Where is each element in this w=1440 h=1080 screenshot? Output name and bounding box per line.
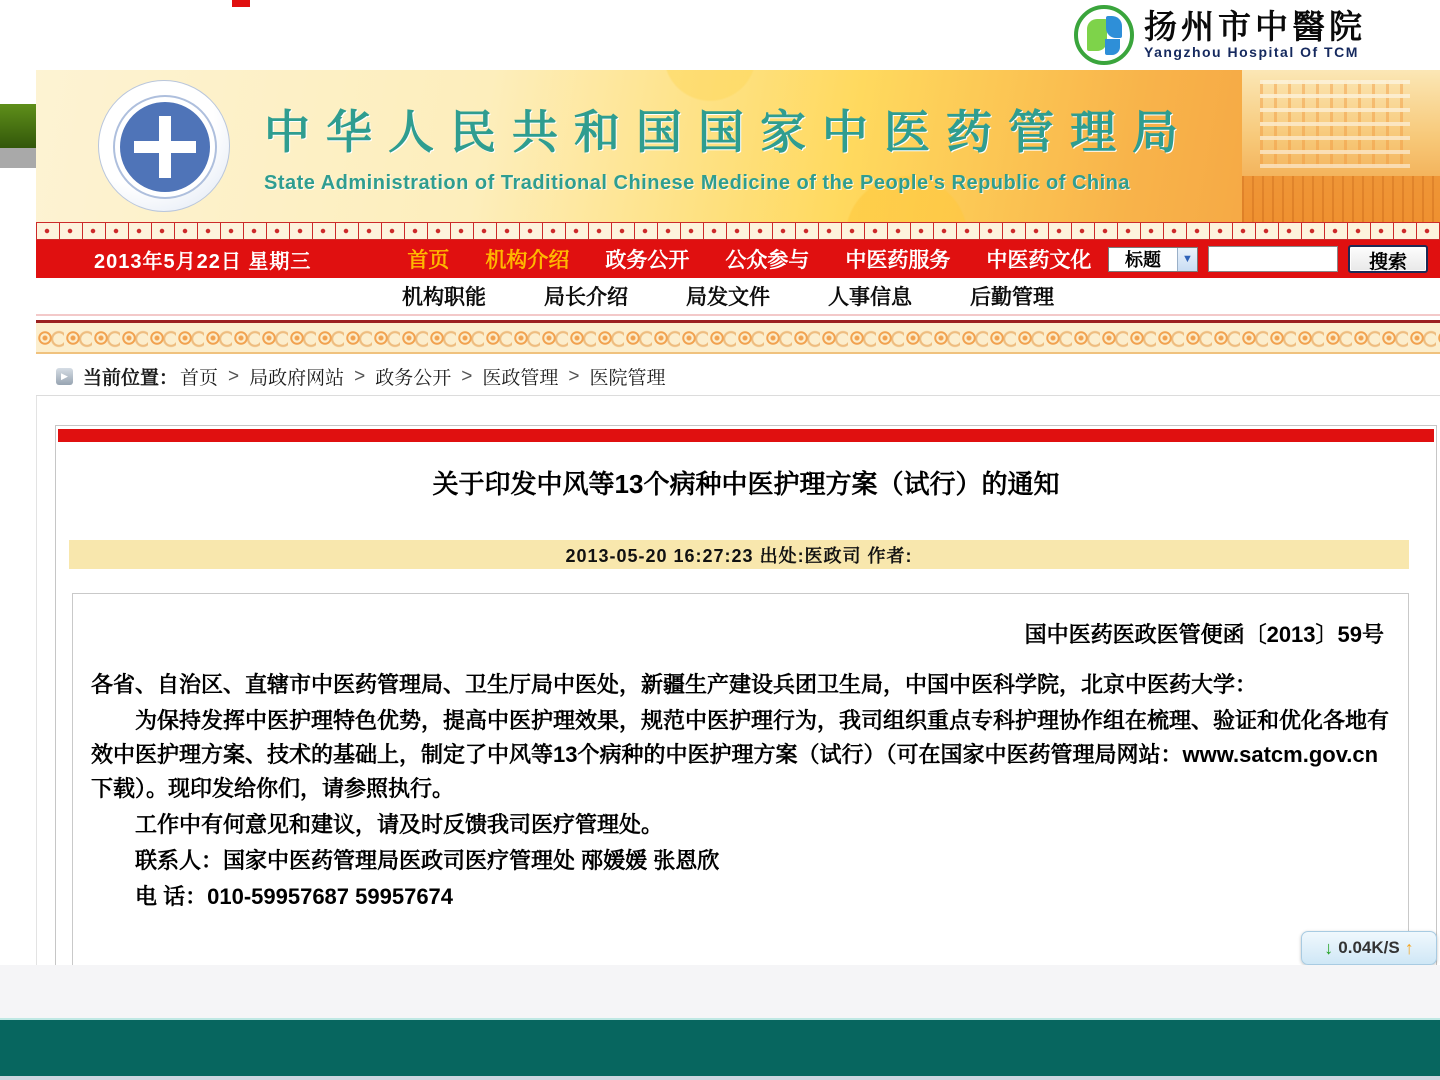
paragraph-phone: 电 话：010-59957687 59957674 bbox=[135, 884, 454, 909]
satcm-cross-icon-h bbox=[134, 141, 196, 153]
footer-bar bbox=[0, 1018, 1440, 1076]
article-red-bar bbox=[58, 429, 1434, 442]
breadcrumb bbox=[36, 358, 1440, 396]
lower-gray-strip bbox=[0, 965, 1440, 1018]
hospital-logo-leaf-blue bbox=[1106, 16, 1122, 38]
article-panel bbox=[55, 425, 1437, 965]
nav-menu bbox=[407, 244, 1091, 274]
breadcrumb-separator: > bbox=[354, 365, 366, 387]
breadcrumb-prefix: 当前位置： bbox=[83, 368, 179, 389]
nav-item-gov-affairs[interactable]: 政务公开 bbox=[605, 249, 690, 272]
hospital-name-en: Yangzhou Hospital Of TCM bbox=[1144, 44, 1359, 60]
sub-navbar bbox=[36, 278, 1440, 316]
chain-pattern-border bbox=[36, 222, 1440, 240]
paragraph-contacts: 联系人：国家中医药管理局医政司医疗管理处 邴媛媛 张恩欣 bbox=[135, 848, 720, 873]
hospital-logo-leaf-blue2 bbox=[1105, 39, 1120, 55]
red-mark-decoration bbox=[232, 0, 250, 7]
down-arrow-icon: ↓ bbox=[1324, 937, 1334, 958]
submenu-item-functions[interactable]: 机构职能 bbox=[402, 286, 486, 309]
breadcrumb-item-hospital-mgmt[interactable]: 医院管理 bbox=[589, 368, 666, 389]
building-image bbox=[1242, 70, 1440, 222]
nav-item-about[interactable]: 机构介绍 bbox=[485, 249, 570, 272]
site-banner bbox=[36, 70, 1440, 222]
article-body bbox=[72, 593, 1409, 965]
wave-pattern-band bbox=[36, 323, 1440, 354]
document-number: 国中医药医政医管便函〔2013〕59号 bbox=[1024, 622, 1384, 647]
nav-item-participation[interactable]: 公众参与 bbox=[725, 249, 810, 272]
breadcrumb-separator: > bbox=[461, 365, 473, 387]
building-tower bbox=[1260, 80, 1410, 168]
network-speed-badge[interactable] bbox=[1301, 931, 1437, 965]
chevron-down-icon[interactable]: ▼ bbox=[1177, 248, 1197, 271]
satcm-emblem-disc bbox=[115, 97, 215, 197]
breadcrumb-item-medical-admin[interactable]: 医政管理 bbox=[482, 368, 559, 389]
breadcrumb-item-gov-affairs[interactable]: 政务公开 bbox=[375, 368, 452, 389]
hospital-logo-text bbox=[1144, 10, 1366, 60]
breadcrumb-arrow-icon: ▶ bbox=[56, 368, 73, 385]
hospital-logo-icon bbox=[1074, 5, 1134, 65]
search-button[interactable]: 搜索 bbox=[1348, 245, 1428, 273]
hospital-name: 扬州市中醫院 bbox=[1144, 8, 1366, 45]
building-base bbox=[1242, 176, 1440, 222]
nav-item-home[interactable]: 首页 bbox=[407, 249, 450, 272]
left-green-bar bbox=[0, 104, 36, 148]
site-subtitle: State Administration of Traditional Chinese Medicine of the People's Republic of China bbox=[264, 172, 1130, 194]
main-navbar bbox=[36, 240, 1440, 278]
hospital-logo bbox=[1066, 1, 1438, 69]
paragraph-recipients: 各省、自治区、直辖市中医药管理局、卫生厅局中医处，新疆生产建设兵团卫生局，中国中医科学院，北京中医药大学： bbox=[91, 672, 1258, 697]
article-meta: 2013-05-20 16:27:23 出处:医政司 作者: bbox=[69, 540, 1409, 569]
submenu-item-director[interactable]: 局长介绍 bbox=[544, 286, 628, 309]
footer-bottom-line bbox=[0, 1076, 1440, 1080]
current-date: 2013年5月22日 星期三 bbox=[94, 250, 312, 273]
breadcrumb-item-home[interactable]: 首页 bbox=[180, 368, 219, 389]
site-title: 中华人民共和国国家中医药管理局 bbox=[264, 106, 1194, 158]
up-arrow-icon: ↑ bbox=[1404, 937, 1414, 958]
nav-item-tcm-culture[interactable]: 中医药文化 bbox=[986, 249, 1092, 272]
paragraph-feedback: 工作中有何意见和建议，请及时反馈我司医疗管理处。 bbox=[135, 812, 664, 837]
nav-item-tcm-services[interactable]: 中医药服务 bbox=[845, 249, 951, 272]
satcm-emblem-icon bbox=[98, 80, 230, 212]
search-area bbox=[1108, 245, 1428, 273]
search-input[interactable] bbox=[1208, 246, 1338, 272]
article-title: 关于印发中风等13个病种中医护理方案（试行）的通知 bbox=[432, 469, 1060, 499]
search-category-select[interactable] bbox=[1108, 247, 1198, 272]
breadcrumb-separator: > bbox=[568, 365, 580, 387]
submenu-item-personnel[interactable]: 人事信息 bbox=[828, 286, 912, 309]
breadcrumb-item-gov-site[interactable]: 局政府网站 bbox=[249, 368, 345, 389]
submenu-item-documents[interactable]: 局发文件 bbox=[686, 286, 770, 309]
submenu-item-logistics[interactable]: 后勤管理 bbox=[970, 286, 1054, 309]
breadcrumb-separator: > bbox=[228, 365, 240, 387]
paragraph-main: 为保持发挥中医护理特色优势，提高中医护理效果，规范中医护理行为，我司组织重点专科护理协作组在梳理、验证和优化各地有效中医护理方案、技术的基础上，制定了中风等13个病种的中医护理方案（试行）（可在国家中医药管理局网站：www.satcm.gov.cn下载）。现印发给你们，请参照执行。 bbox=[91, 708, 1390, 801]
download-speed-value: 0.04K/S bbox=[1338, 938, 1400, 957]
search-category-value: 标题 bbox=[1125, 250, 1161, 270]
hospital-logo-leaf-green bbox=[1087, 19, 1107, 51]
left-gray-bar bbox=[0, 148, 36, 168]
